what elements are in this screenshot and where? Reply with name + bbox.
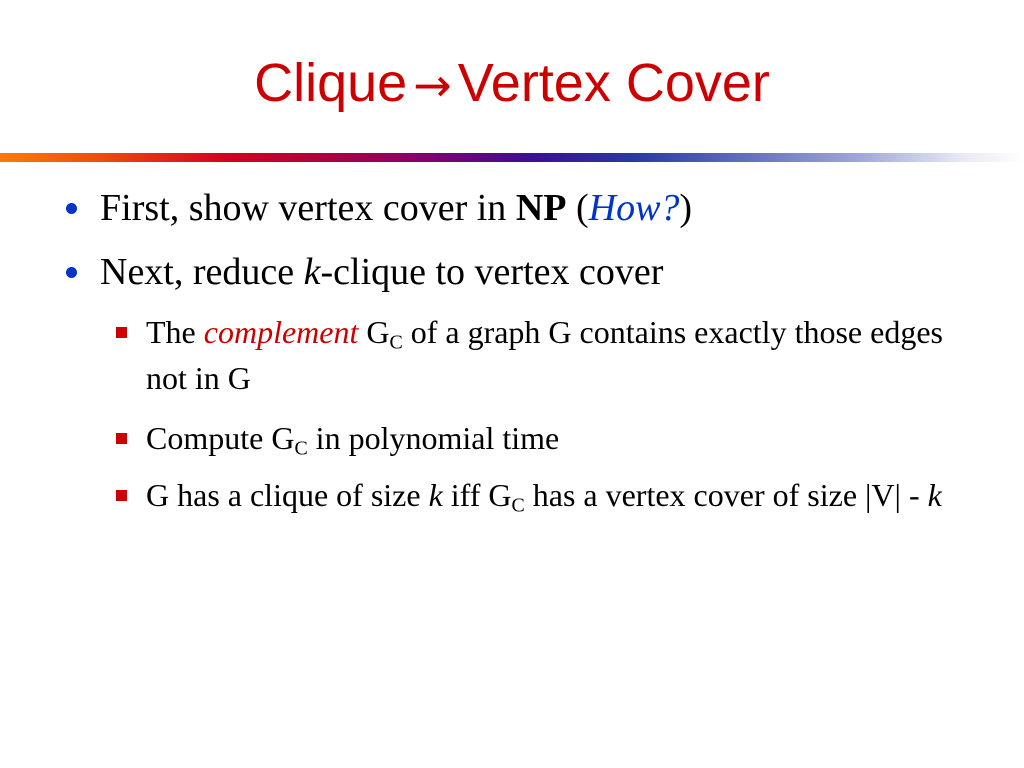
subbullet-2-text: Compute G — [146, 420, 295, 456]
bullet-2-text-end: -clique to vertex cover — [320, 251, 664, 293]
subbullet-1-g: G — [358, 314, 390, 350]
bullet-2-text: Next, reduce — [100, 251, 304, 293]
bullet-dot-icon — [66, 203, 77, 214]
subscript-c: C — [389, 331, 403, 354]
bullet-2 — [100, 250, 663, 294]
subbullet-square-icon — [116, 327, 127, 338]
bullet-1-paren-close: ) — [679, 187, 693, 229]
how-question: How? — [588, 187, 680, 229]
bullet-1 — [100, 186, 692, 230]
subbullet-square-icon — [116, 490, 127, 501]
subbullet-square-icon — [116, 433, 127, 444]
subbullet-1-text-end: of a graph G contains exactly those edges not in G — [146, 314, 943, 396]
subbullet-2 — [146, 415, 986, 461]
subbullet-1-text: The — [146, 314, 204, 350]
complement-term: complement — [203, 314, 359, 350]
bullet-1-text: First, show vertex cover in — [100, 187, 516, 229]
k-variable: k — [927, 477, 942, 513]
subscript-c: C — [294, 437, 308, 460]
title-right: Vertex Cover — [457, 53, 770, 113]
title-left: Clique — [254, 53, 408, 113]
k-variable: k — [303, 251, 321, 293]
subbullet-3-text-end: has a vertex cover of size |V| - — [524, 477, 928, 513]
k-variable: k — [428, 477, 443, 513]
subscript-c: C — [511, 494, 525, 517]
subbullet-3-text: G has a clique of size — [146, 477, 429, 513]
slide-title — [0, 52, 1024, 116]
title-divider — [0, 153, 1024, 162]
bullet-dot-icon — [66, 267, 77, 278]
bullet-1-paren-open: ( — [566, 187, 589, 229]
subbullet-2-text-end: in polynomial time — [307, 420, 560, 456]
np-term: NP — [515, 187, 567, 229]
subbullet-3-iff: iff G — [442, 477, 512, 513]
subbullet-3 — [146, 472, 986, 518]
right-arrow-icon: → — [413, 58, 452, 112]
subbullet-1 — [146, 309, 986, 401]
